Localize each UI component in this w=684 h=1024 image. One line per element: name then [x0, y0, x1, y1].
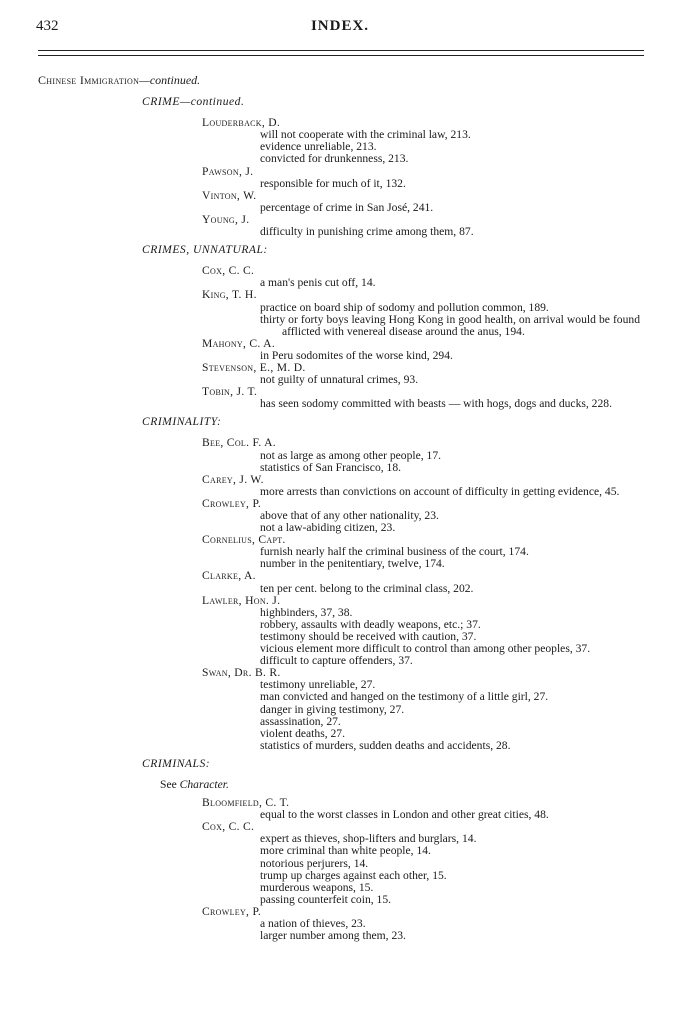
index-entry: murderous weapons, 15.	[260, 880, 374, 894]
witness-name: King, T. H.	[202, 288, 257, 302]
witness-name: Lawler, Hon. J.	[202, 593, 281, 607]
index-entry: evidence unreliable, 213.	[260, 140, 377, 154]
running-head-title: INDEX.	[310, 18, 370, 34]
witness-name: Swan, Dr. B. R.	[202, 666, 281, 680]
header-rule-top	[38, 50, 644, 51]
main-heading-subject: Chinese Immigration	[38, 73, 140, 87]
witness-name: Young, J.	[202, 212, 250, 226]
index-entry: more arrests than convictions on account of difficulty in getting evidence, 45.	[260, 484, 620, 498]
header-rule-bottom	[38, 55, 644, 56]
index-entry: notorious perjurers, 14.	[260, 856, 369, 870]
witness-name: Vinton, W.	[202, 188, 257, 202]
witness-name: Mahony, C. A.	[202, 336, 276, 350]
witness-name: Stevenson, E., M. D.	[202, 360, 306, 374]
witness-name: Tobin, J. T.	[202, 385, 258, 399]
index-entry: difficulty in punishing crime among them, 87.	[260, 225, 474, 239]
index-entry: convicted for drunkenness, 213.	[260, 152, 409, 166]
witness-name: Bloomfield, C. T.	[202, 796, 290, 810]
index-entry: a man's penis cut off, 14.	[260, 276, 376, 290]
index-entry: furnish nearly half the criminal business of the court, 174.	[260, 545, 529, 559]
index-entry: highbinders, 37, 38.	[260, 605, 353, 619]
index-entry: in Peru sodomites of the worse kind, 294.	[260, 348, 453, 362]
witness-name: Clarke, A.	[202, 569, 256, 583]
index-entry: trump up charges against each other, 15.	[260, 868, 447, 882]
index-entry: expert as thieves, shop-lifters and burglars, 14.	[260, 832, 477, 846]
witness-name: Pawson, J.	[202, 164, 254, 178]
index-entry: difficult to capture offenders, 37.	[260, 654, 413, 668]
section-title: CRIME—continued.	[142, 95, 245, 109]
page-header	[36, 18, 644, 40]
index-entry: responsible for much of it, 132.	[260, 176, 406, 190]
index-entry: man convicted and hanged on the testimony of a little girl, 27.	[260, 690, 549, 704]
witness-name: Carey, J. W.	[202, 472, 264, 486]
see-also-prefix: See	[160, 777, 180, 791]
index-entry: thirty or forty boys leaving Hong Kong in good health, on arrival would be found afflicted with venereal disease around the anus, 194.	[260, 312, 640, 338]
index-entry: has seen sodomy committed with beasts — with hogs, dogs and ducks, 228.	[260, 397, 612, 411]
index-entry: testimony unreliable, 27.	[260, 678, 376, 692]
index-entry: statistics of San Francisco, 18.	[260, 460, 402, 474]
witness-name: Crowley, P.	[202, 904, 262, 918]
index-section	[0, 96, 684, 238]
main-heading-continued: —continued.	[139, 73, 201, 87]
index-entry: number in the penitentiary, twelve, 174.	[260, 557, 445, 571]
witness-name: Bee, Col. F. A.	[202, 436, 276, 450]
index-entry: ten per cent. belong to the criminal class, 202.	[260, 581, 474, 595]
index-sections	[0, 96, 684, 942]
index-entry: will not cooperate with the criminal law, 213.	[260, 128, 471, 142]
index-entry: not guilty of unnatural crimes, 93.	[260, 373, 419, 387]
witness-name: Cox, C. C.	[202, 820, 255, 834]
witness-name: Louderback, D.	[202, 116, 281, 130]
witness-name: Crowley, P.	[202, 496, 262, 510]
index-entry: equal to the worst classes in London and other great cities, 48.	[260, 808, 549, 822]
section-title: CRIMINALS:	[142, 756, 211, 770]
section-title: CRIMINALITY:	[142, 415, 222, 429]
index-entry: violent deaths, 27.	[260, 726, 346, 740]
index-entry: above that of any other nationality, 23.	[260, 509, 439, 522]
page-number: 432	[36, 18, 59, 34]
index-section	[0, 244, 684, 410]
main-heading	[38, 74, 684, 86]
index-entry: passing counterfeit coin, 15.	[260, 892, 392, 906]
see-also-reference	[160, 779, 684, 791]
index-entry: not as large as among other people, 17.	[260, 448, 442, 462]
index-content	[0, 74, 684, 948]
index-entry: vicious element more difficult to control than among other peoples, 37.	[260, 642, 591, 656]
index-entry: a nation of thieves, 23.	[260, 917, 366, 930]
witness-name: Cornelius, Capt.	[202, 533, 286, 547]
section-title: CRIMES, UNNATURAL:	[142, 243, 268, 257]
index-entry: danger in giving testimony, 27.	[260, 702, 405, 716]
index-section	[0, 416, 684, 752]
see-also-target: Character.	[179, 777, 229, 791]
index-entry: robbery, assaults with deadly weapons, etc.; 37.	[260, 617, 481, 631]
index-entry: percentage of crime in San José, 241.	[260, 200, 434, 214]
index-entry: testimony should be received with caution, 37.	[260, 629, 477, 643]
index-entry: not a law-abiding citizen, 23.	[260, 521, 396, 535]
index-entry: larger number among them, 23.	[260, 929, 406, 943]
index-entry: statistics of murders, sudden deaths and accidents, 28.	[260, 738, 511, 752]
witness-name: Cox, C. C.	[202, 264, 255, 278]
index-section	[0, 758, 684, 942]
index-entry: assassination, 27.	[260, 714, 341, 728]
index-entry: practice on board ship of sodomy and pollution common, 189.	[260, 300, 549, 314]
index-entry: more criminal than white people, 14.	[260, 844, 431, 858]
